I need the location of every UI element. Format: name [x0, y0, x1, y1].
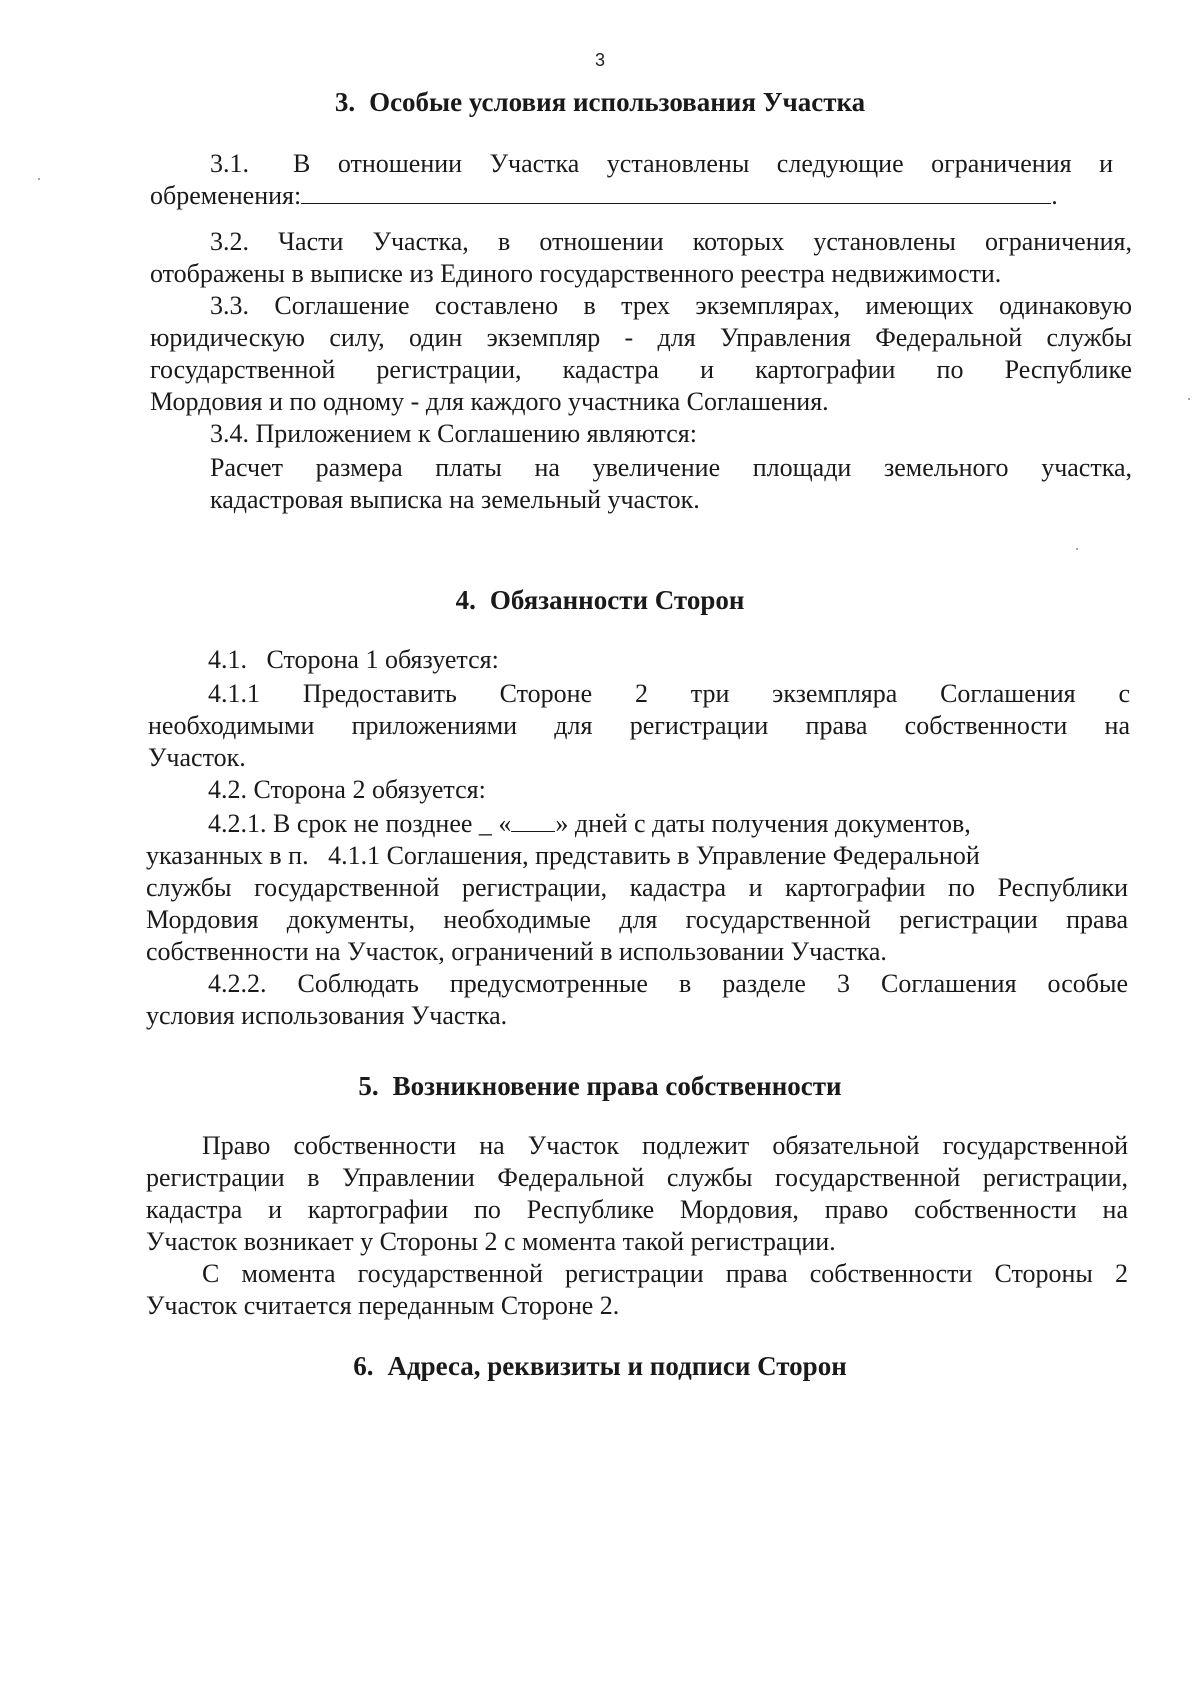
clause-4-2-2: [146, 968, 1128, 1032]
clause-4-1-1-line3: Участок.: [148, 743, 246, 772]
clause-5-para-2-line2: Участок считается переданным Стороне 2.: [146, 1291, 620, 1320]
clause-3-3: [150, 290, 1132, 418]
section-3-title: Особые условия использования Участка: [369, 87, 866, 117]
clause-4-2-1-line5: собственности на Участок, ограничений в использовании Участка.: [146, 937, 887, 966]
page-number: 3: [594, 50, 605, 70]
appendix-list-line2: кадастровая выписка на земельный участок.: [210, 485, 700, 514]
clause-3-1-label: 3.1.: [210, 149, 249, 178]
section-5-title: Возникновение права собственности: [392, 1071, 842, 1101]
days-blank-field: [511, 809, 555, 832]
clause-5-para-1-line4: Участок возникает у Стороны 2 с момента такой регистрации.: [146, 1227, 836, 1256]
clause-5-para-1-line3: кадастра и картографии по Республике Мордовия, право собственности на: [146, 1195, 1128, 1224]
clause-3-3-line2: юридическую силу, один экземпляр - для Управления Федеральной службы: [150, 323, 1132, 352]
clause-4-2-1: [146, 808, 1128, 968]
section-6-heading: [0, 1350, 1200, 1382]
section-3-number: 3.: [334, 87, 356, 117]
section-5-number: 5.: [358, 1071, 379, 1101]
clause-3-1-line2: обременения:: [150, 181, 302, 210]
clause-3-4: [210, 418, 1130, 450]
clause-4-2-1-line1b: » дней с даты получения документов,: [555, 809, 971, 838]
clause-4-2-1-line4: Мордовия документы, необходимые для государственной регистрации права: [146, 905, 1128, 934]
scan-speck: [1188, 398, 1190, 400]
clause-3-2-line1: 3.2. Части Участка, в отношении которых установлены ограничения,: [210, 227, 1132, 256]
section-5-heading: [0, 1070, 1200, 1102]
clause-4-1-1-line1: 4.1.1 Предоставить Стороне 2 три экземпляра Соглашения с: [208, 679, 1130, 708]
clause-3-3-line4: Мордовия и по одному - для каждого участника Соглашения.: [150, 387, 829, 416]
appendix-list-line1: Расчет размера платы на увеличение площади земельного участка,: [210, 453, 1132, 482]
clause-5-para-2-line1: С момента государственной регистрации права собственности Стороны 2: [202, 1259, 1128, 1288]
clause-4-1-1-line2: необходимыми приложениями для регистрации права собственности на: [148, 711, 1130, 740]
clause-3-2-line2: отображены в выписке из Единого государственного реестра недвижимости.: [150, 259, 1002, 288]
clause-3-1: [150, 148, 1130, 212]
clause-4-1-line1: 4.1. Сторона 1 обязуется:: [208, 645, 499, 674]
appendix-list: [210, 452, 1132, 516]
scan-speck: [38, 178, 40, 180]
section-4-number: 4.: [455, 585, 476, 615]
scan-speck: [1076, 548, 1078, 550]
clause-5-para-1: [146, 1130, 1128, 1258]
section-6-title: Адреса, реквизиты и подписи Сторон: [387, 1351, 847, 1381]
clause-5-para-1-line1: Право собственности на Участок подлежит обязательной государственной: [202, 1131, 1128, 1160]
clause-3-4-line1: 3.4. Приложением к Соглашению являются:: [210, 419, 697, 448]
clause-5-para-1-line2: регистрации в Управлении Федеральной службы государственной регистрации,: [146, 1163, 1128, 1192]
section-4-heading: [0, 584, 1200, 616]
clause-4-2-line1: 4.2. Сторона 2 обязуется:: [208, 775, 486, 804]
clause-3-3-line1: 3.3. Соглашение составлено в трех экземплярах, имеющих одинаковую: [210, 291, 1132, 320]
clause-3-2: [150, 226, 1132, 290]
clause-4-2-1-line3: службы государственной регистрации, кадастра и картографии по Республики: [146, 873, 1128, 902]
clause-3-1-line1: В отношении Участка установлены следующие ограничения и: [293, 149, 1113, 178]
clause-4-2-2-line2: условия использования Участка.: [146, 1001, 508, 1030]
clause-4-1-1: [148, 678, 1130, 774]
clause-4-2-1-line1a: 4.2.1. В срок не позднее _ «: [208, 809, 512, 838]
section-3-heading: [0, 86, 1200, 118]
clause-4-2-2-line1: 4.2.2. Соблюдать предусмотренные в разделе 3 Соглашения особые: [208, 969, 1128, 998]
clause-4-2: [208, 774, 1108, 806]
clause-4-1: [208, 644, 1108, 676]
clause-3-3-line3: государственной регистрации, кадастра и картографии по Республике: [150, 355, 1132, 384]
clause-3-1-tail: .: [1051, 181, 1058, 210]
clause-5-para-2: [146, 1258, 1128, 1322]
restrictions-blank-field: [301, 181, 1051, 204]
section-6-number: 6.: [353, 1351, 374, 1381]
section-4-title: Обязанности Сторон: [489, 585, 745, 615]
clause-4-2-1-line2: указанных в п. 4.1.1 Соглашения, представить в Управление Федеральной: [146, 841, 980, 870]
